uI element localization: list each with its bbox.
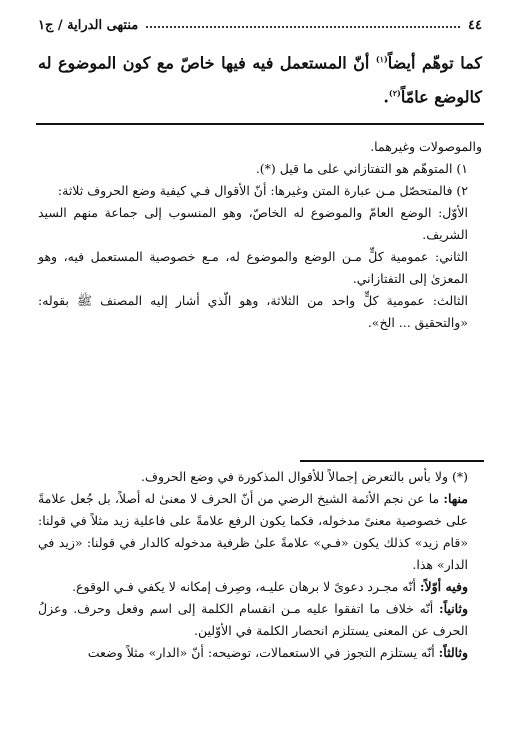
commentary-note-2: ٢) فالمتحصّل مـن عبارة المتن وغيرها: أنّ الأقوال فـي كيفية وضع الحروف ثلاثة: bbox=[57, 183, 468, 198]
subnote-section bbox=[38, 466, 482, 664]
commentary-section bbox=[38, 136, 482, 334]
subnote-lead-5: وثالثاً: bbox=[438, 645, 468, 660]
main-line2b: . bbox=[383, 87, 389, 107]
subnote-text-3: أنّه مجـرد دعوىً لا برهان عليـه، وصِرف إمكانه لا يكفي فـي الوقوع. bbox=[72, 579, 420, 594]
commentary-note-1: ١) المتوهّم هو التفتازاني على ما قيل (*). bbox=[255, 161, 468, 176]
main-line1b: أنّ المستعمل فيه فيها خاصّ مع كون الموضوع له كالوضع bbox=[38, 53, 482, 107]
page-header bbox=[38, 12, 482, 38]
footnote-ref-1: (١) bbox=[375, 54, 388, 64]
subnote-text-4: أنّه خلاف ما اتفقوا عليه مـن انقسام الكلمة إلى اسم وفعل وحرف. وعزلُ الحرف عن المعنى يستلزم انحصار الكلمة في الأوّلين. bbox=[38, 601, 468, 638]
subnote-lead-2: منها: bbox=[443, 491, 468, 506]
commentary-opinion-2: الثاني: عمومية كلٍّ مـن الوضع والموضوع له، مـع خصوصية المستعمل فيه، وهو المعزىٰ إلى التفتازاني. bbox=[38, 249, 468, 286]
subnote-para-1: (*) ولا بأس بالتعرض إجمالاً للأقوال المذكورة في وضع الحروف. bbox=[141, 469, 468, 484]
subnote-lead-4: وثانياً: bbox=[439, 601, 468, 616]
subnote-para-3 bbox=[38, 576, 482, 598]
main-body-text bbox=[38, 44, 482, 113]
commentary-opinion-3: الثالث: عمومية كلٍّ واحد من الثلاثة، وهو الّذي أشار إليه المصنف ﷺ بقوله: «والتحقيق ... الخ». bbox=[38, 293, 468, 330]
commentary-para-0: والموصولات وغيرهما. bbox=[370, 139, 482, 154]
page-number: ٤٤ bbox=[468, 17, 482, 33]
subnote-text-5: أنّه يستلزم التجوز في الاستعمالات، توضيحه: أنّ «الدار» مثلاً وضعت bbox=[87, 645, 439, 660]
main-line1: كما توهّم أيضاً bbox=[387, 53, 482, 73]
main-line2: عامّاً bbox=[400, 87, 429, 107]
subnote-separator-rule bbox=[300, 460, 484, 462]
subnote-para-5 bbox=[38, 642, 482, 664]
commentary-opinion-1: الأوّل: الوضع العامّ والموضوع له الخاصّ، وهو المنسوب إلى جماعة منهم السيد الشريف. bbox=[38, 205, 468, 242]
running-title: منتهى الدراية / ج١ bbox=[38, 17, 139, 33]
subnote-para-4 bbox=[38, 598, 482, 642]
footnote-separator-rule bbox=[36, 123, 484, 125]
subnote-lead-3: وفيه أوّلاً: bbox=[419, 579, 468, 594]
subnote-text-2: ما عن نجم الأئمة الشيخ الرضي من أنّ الحرف لا معنىٰ له أصلاً، بل جُعل علامةً على خصوصية معنىً مدخوله، فكما يكون الرفع علامةً على فاعلية زيد مثلاً في قولنا: «قام زيد» كذلك يكون «فـي» علامةً علىٰ ظرفية مدخوله كالدار في قولنا: «زيد في الدار» هذا. bbox=[38, 491, 468, 572]
footnote-ref-2: (٢) bbox=[388, 88, 401, 99]
subnote-para-2 bbox=[38, 488, 482, 576]
header-dotted-leader bbox=[146, 26, 460, 28]
